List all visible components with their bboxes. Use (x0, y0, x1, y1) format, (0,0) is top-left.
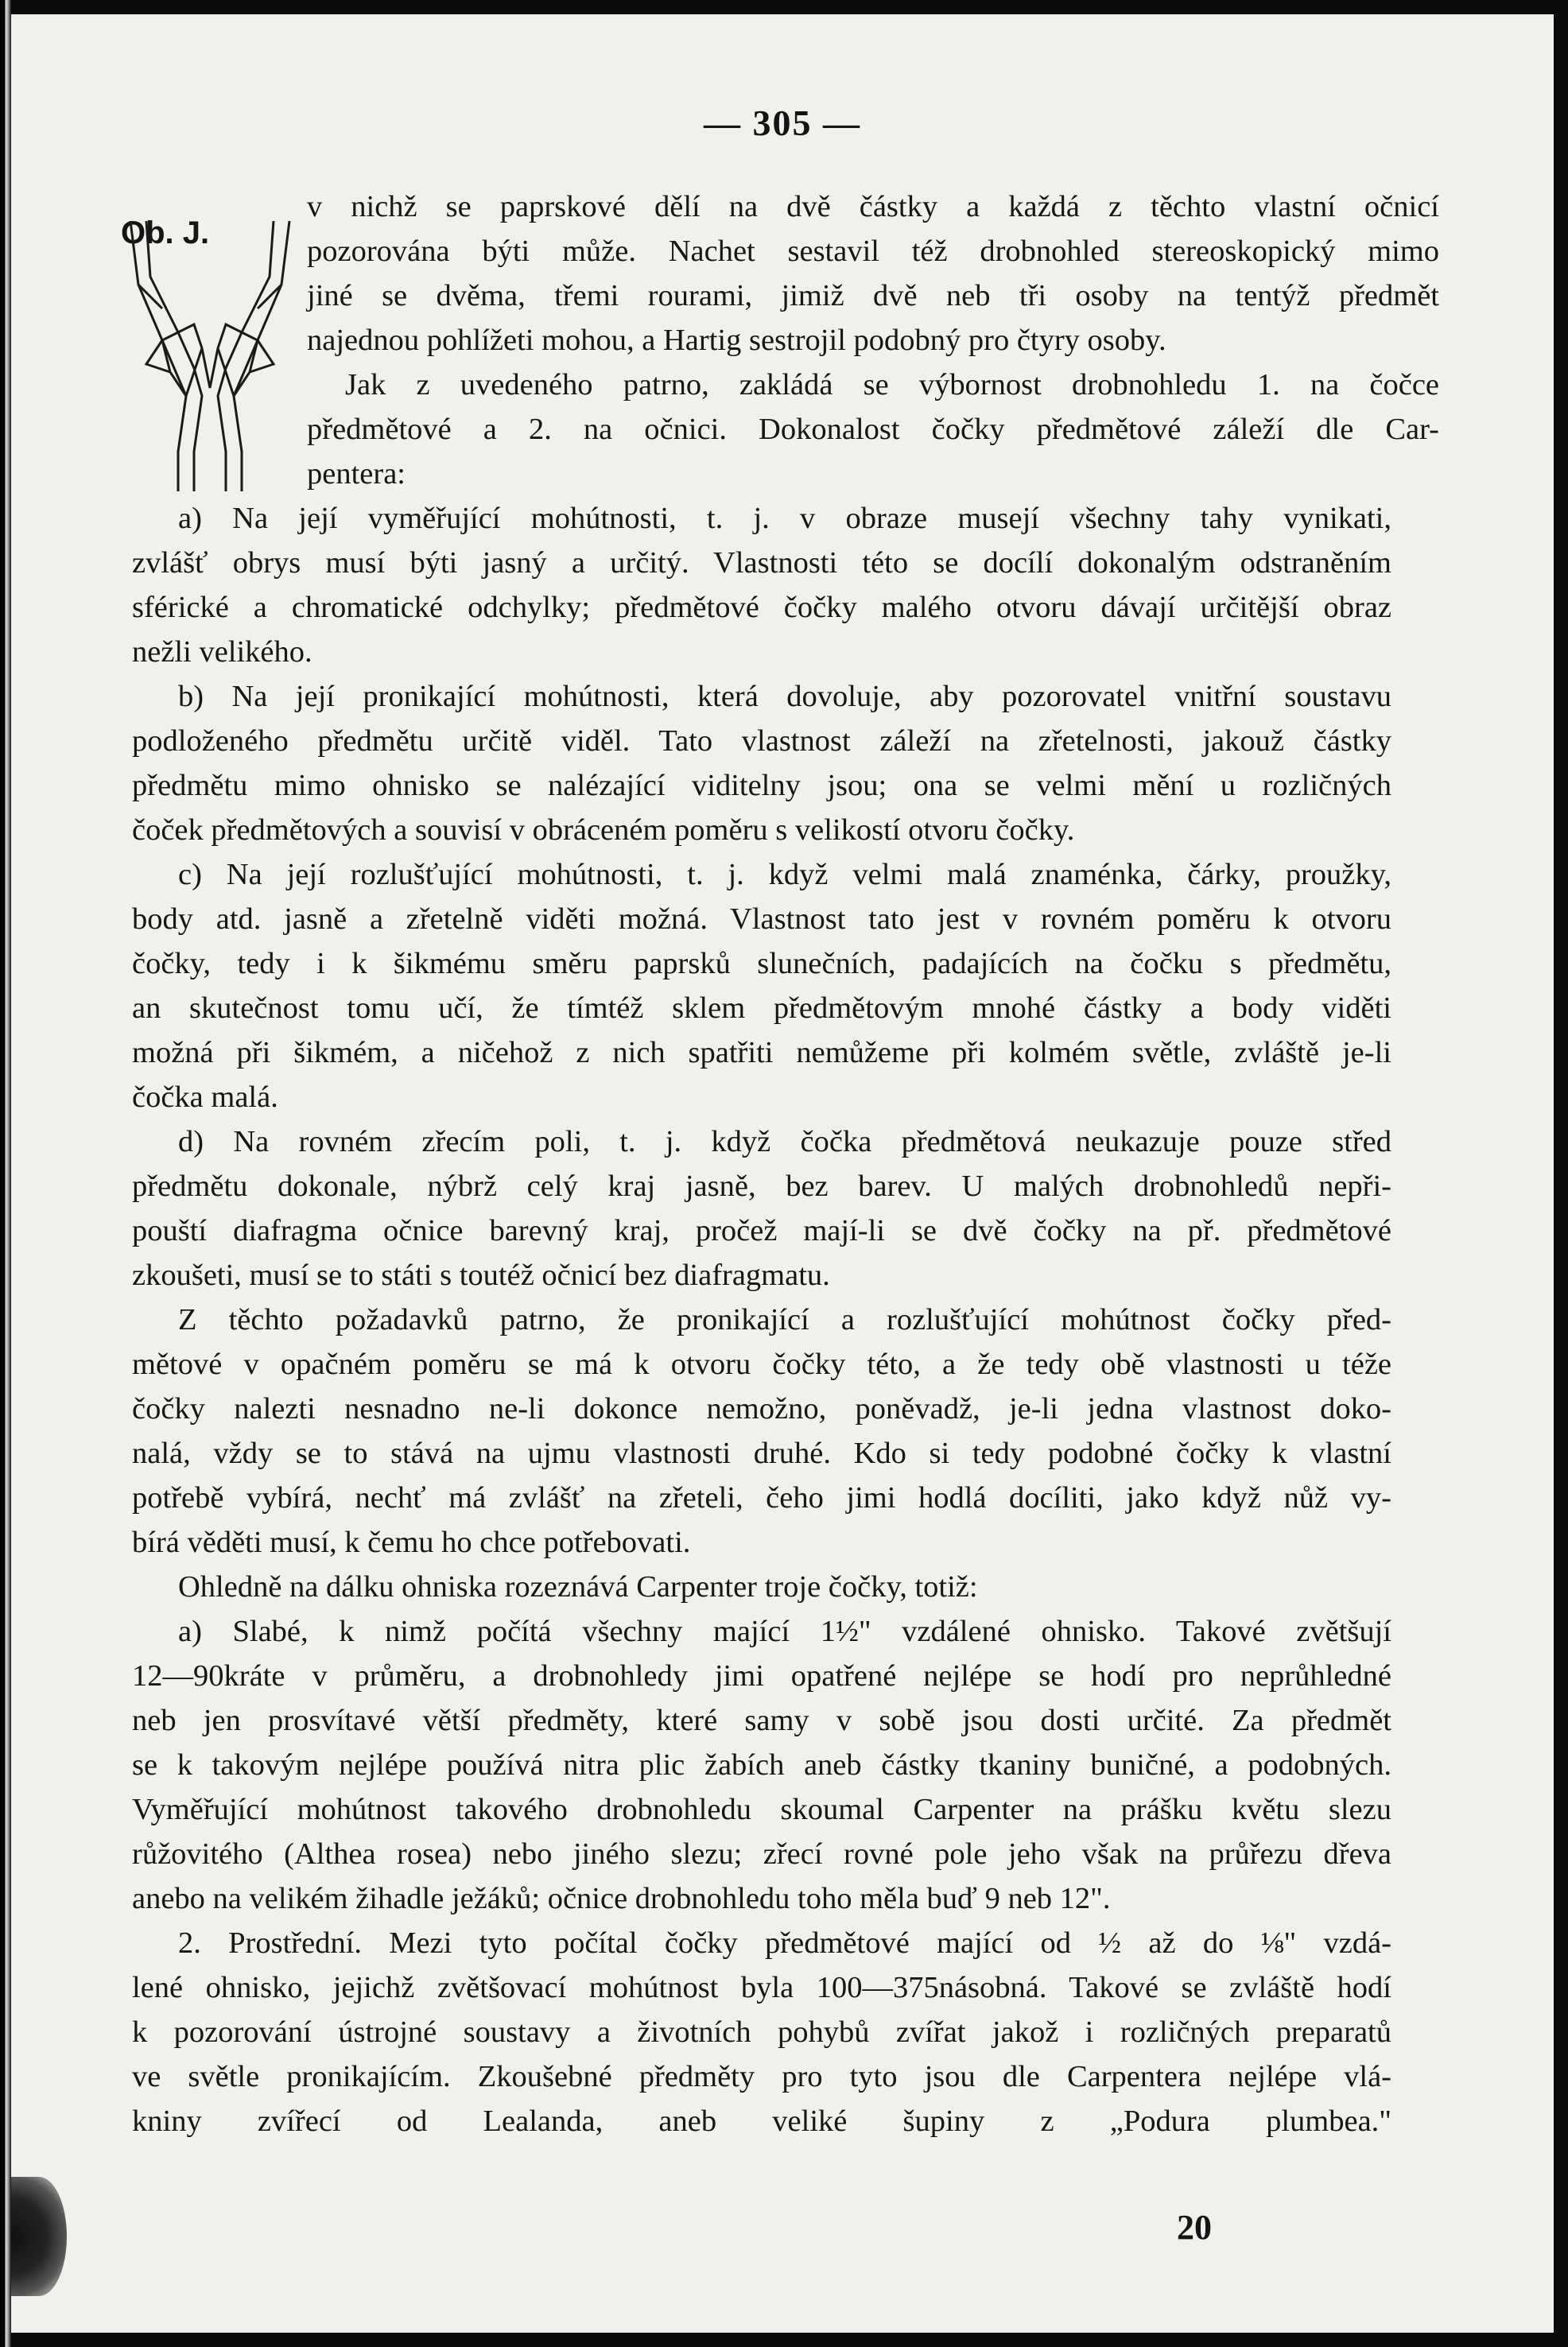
text-line: předmětu mimo ohnisko se nalézající viditelny jsou; ona se velmi mění u rozličných (132, 769, 1391, 802)
text-line: bírá věděti musí, k čemu ho chce potřebovati. (132, 1526, 691, 1559)
text-line: Z těchto požadavků patrno, že pronikající a rozlušťující mohútnost čočky před- (178, 1303, 1391, 1336)
text-line: v nichž se paprskové dělí na dvě částky a každá z těchto vlastní očnicí (307, 190, 1439, 223)
text-line: růžovitého (Althea rosea) nebo jiného slezu; zřecí rovné pole jeho však na průřezu dřeva (132, 1837, 1391, 1871)
text-line: b) Na její pronikající mohútnosti, která dovoluje, aby pozorovatel vnitřní soustavu (178, 680, 1391, 713)
text-line: čoček předmětových a souvisí v obráceném poměru s velikostí otvoru čočky. (132, 813, 1075, 847)
text-line: pentera: (307, 457, 406, 491)
signature-mark: 20 (1177, 2208, 1212, 2247)
ink-blot (11, 2177, 67, 2296)
text-line: 12—90kráte v průměru, a drobnohledy jimi opatřené nejlépe se hodí pro neprůhledné (132, 1659, 1391, 1693)
text-line: lené ohnisko, jejichž zvětšovací mohútnost byla 100—375násobná. Takové se zvláště hodí (132, 1971, 1391, 2004)
text-line: anebo na velikém žihadle ježáků; očnice drobnohledu toho měla buď 9 neb 12". (132, 1882, 1111, 1915)
text-line: nalá, vždy se to stává na ujmu vlastnosti druhé. Kdo si tedy podobné čočky k vlastní (132, 1437, 1391, 1470)
text-line: a) Na její vyměřující mohútnosti, t. j. v obraze musejí všechny tahy vynikati, (178, 502, 1391, 535)
figure-label: Ob. J. (121, 215, 210, 250)
text-line: sférické a chromatické odchylky; předmětové čočky malého otvoru dávají určitější obraz (132, 591, 1391, 624)
text-line: body atd. jasně a zřetelně viděti možná. Vlastnost tato jest v rovném poměru k otvoru (132, 902, 1391, 936)
text-line: podloženého předmětu určitě viděl. Tato vlastnost záleží na zřetelnosti, jakouž částky (132, 724, 1391, 758)
text-line: kniny zvířecí od Lealanda, aneb veliké šupiny z „Podura plumbea." (132, 2105, 1391, 2138)
text-line: pozorována býti může. Nachet sestavil též drobnohled stereoskopický mimo (307, 235, 1439, 268)
prism-figure-illustration (114, 189, 305, 491)
book-page (11, 14, 1554, 2333)
text-line: předmětové a 2. na očnici. Dokonalost čočky předmětové záleží dle Car- (307, 413, 1439, 446)
text-line: zkoušeti, musí se to státi s toutéž očnicí bez diafragmatu. (132, 1259, 830, 1292)
text-line: se k takovým nejlépe používá nitra plic žabích aneb částky tkaniny buničné, a podobných. (132, 1748, 1391, 1782)
text-line: a) Slabé, k nimž počítá všechny mající 1½" vzdálené ohnisko. Takové zvětšují (178, 1615, 1391, 1648)
text-line: mětové v opačném poměru se má k otvoru čočky této, a že tedy obě vlastnosti u téže (132, 1348, 1391, 1381)
text-line: čočka malá. (132, 1080, 278, 1114)
text-line: čočky, tedy i k šikmému směru paprsků slunečních, padajících na čočku s předmětu, (132, 947, 1391, 980)
text-line: čočky nalezti nesnadno ne-li dokonce nemožno, poněvadž, je-li jedna vlastnost doko- (132, 1392, 1391, 1426)
text-line: Jak z uvedeného patrno, zakládá se výbornost drobnohledu 1. na čočce (345, 368, 1439, 402)
text-line: předmětu dokonale, nýbrž celý kraj jasně, bez barev. U malých drobnohledů nepři- (132, 1170, 1391, 1203)
text-line: nežli velikého. (132, 635, 312, 669)
text-line: jiné se dvěma, třemi rourami, jimiž dvě neb tři osoby na tentýž předmět (307, 279, 1439, 312)
text-line: možná při šikmém, a ničehož z nich spatřiti nemůžeme při kolmém světle, zvláště je-li (132, 1036, 1391, 1069)
text-line: potřebě vybírá, nechť má zvlášť na zřeteli, čeho jimi hodlá docíliti, jako když nůž vy- (132, 1481, 1391, 1515)
text-line: najednou pohlížeti mohou, a Hartig sestrojil podobný pro čtyry osoby. (307, 324, 1166, 357)
text-line: neb jen prosvítavé větší předměty, které samy v sobě jsou dosti určité. Za předmět (132, 1704, 1391, 1737)
page-number: — 305 — (704, 103, 861, 143)
text-line: Vyměřující mohútnost takového drobnohledu skoumal Carpenter na prášku květu slezu (132, 1793, 1391, 1826)
text-line: Ohledně na dálku ohniska rozeznává Carpenter troje čočky, totiž: (178, 1570, 978, 1604)
text-line: ve světle pronikajícím. Zkoušebné předměty pro tyto jsou dle Carpentera nejlépe vlá- (132, 2060, 1391, 2093)
scan-left-edge (0, 0, 11, 2347)
text-line: an skutečnost tomu učí, že tímtéž sklem předmětovým mnohé částky a body viděti (132, 991, 1391, 1025)
text-line: pouští diafragma očnice barevný kraj, pročež mají-li se dvě čočky na př. předmětové (132, 1214, 1391, 1247)
text-line: c) Na její rozlušťující mohútnosti, t. j. když velmi malá znaménka, čárky, proužky, (178, 858, 1391, 891)
text-line: zvlášť obrys musí býti jasný a určitý. Vlastnosti této se docílí dokonalým odstraněním (132, 546, 1391, 580)
text-line: 2. Prostřední. Mezi tyto počítal čočky předmětové mající od ½ až do ⅛" vzdá- (178, 1926, 1391, 1960)
text-line: d) Na rovném zřecím poli, t. j. když čočka předmětová neukazuje pouze střed (178, 1125, 1391, 1158)
text-line: k pozorování ústrojné soustavy a životních pohybů zvířat jakož i rozličných preparatů (132, 2015, 1391, 2049)
